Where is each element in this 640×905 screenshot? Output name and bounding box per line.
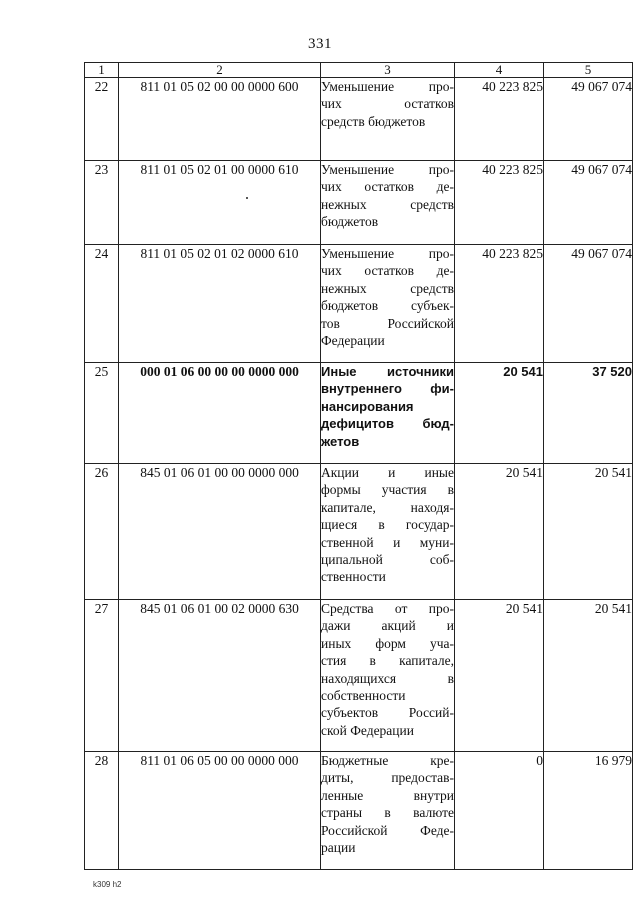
budget-table [84, 62, 633, 870]
source-name-line: диты, предостав- [321, 770, 454, 786]
source-name-line: Бюджетные кре- [321, 753, 454, 768]
page-number: 331 [308, 36, 332, 52]
source-name-line: дажи акций и [321, 618, 454, 634]
header-col-1: 1 [85, 63, 119, 78]
row-number: 24 [85, 245, 119, 363]
source-name-line: средств бюджетов [321, 113, 426, 129]
amount-col-5: 37 520 [544, 363, 633, 464]
amount-col-4: 0 [455, 752, 544, 870]
row-number: 22 [85, 78, 119, 161]
table-row [85, 464, 633, 600]
source-name-line: чих остатков [321, 96, 454, 112]
header-col-4: 4 [455, 63, 544, 78]
header-col-3: 3 [321, 63, 455, 78]
amount-col-5: 20 541 [544, 600, 633, 752]
source-name [321, 363, 455, 464]
budget-code: 845 01 06 01 00 02 0000 630 [119, 600, 321, 752]
source-name [321, 464, 455, 600]
amount-col-5: 49 067 074 [544, 78, 633, 161]
amount-col-5: 49 067 074 [544, 245, 633, 363]
source-name-line: нансирования [321, 398, 414, 414]
table-row [85, 752, 633, 870]
budget-code: 811 01 06 05 00 00 0000 000 [119, 752, 321, 870]
source-name-line: дефицитов бюд- [321, 416, 454, 432]
source-name-line: страны в валюте [321, 805, 454, 821]
source-name [321, 600, 455, 752]
header-col-5: 5 [544, 63, 633, 78]
amount-col-5: 49 067 074 [544, 161, 633, 245]
source-name-line: Иные источники [321, 364, 454, 379]
budget-code: 811 01 05 02 01 00 0000 610 [119, 161, 321, 245]
source-name-line: нежных средств [321, 280, 454, 296]
source-name-line: ственности [321, 569, 386, 585]
source-name-line: находящихся в [321, 670, 454, 686]
table-row [85, 600, 633, 752]
amount-col-4: 40 223 825 [455, 245, 544, 363]
source-name-line: Средства от про- [321, 601, 454, 616]
header-col-2: 2 [119, 63, 321, 78]
footer-mark: k309 h2 [93, 880, 122, 889]
amount-col-5: 16 979 [544, 752, 633, 870]
source-name [321, 245, 455, 363]
source-name-line: нежных средств [321, 196, 454, 212]
row-number: 23 [85, 161, 119, 245]
source-name [321, 78, 455, 161]
source-name-line: Уменьшение про- [321, 162, 454, 177]
table-row [85, 245, 633, 363]
amount-col-4: 40 223 825 [455, 161, 544, 245]
source-name-line: Федерации [321, 332, 385, 348]
source-name-line: рации [321, 839, 356, 855]
source-name-line: Акции и иные [321, 465, 454, 480]
row-number: 26 [85, 464, 119, 600]
source-name-line: Российской Феде- [321, 822, 454, 838]
table-row [85, 161, 633, 245]
table-row [85, 78, 633, 161]
source-name-line: щиеся в государ- [321, 517, 454, 533]
source-name-line: стия в капитале, [321, 653, 454, 669]
amount-col-4: 20 541 [455, 464, 544, 600]
source-name-line: собственности [321, 687, 406, 703]
source-name [321, 161, 455, 245]
source-name-line: внутреннего фи- [321, 381, 454, 397]
table-body [85, 78, 633, 870]
source-name-line: тов Российской [321, 315, 454, 331]
source-name-line: ской Федерации [321, 722, 414, 738]
amount-col-4: 20 541 [455, 600, 544, 752]
source-name-line: ленные внутри [321, 787, 454, 803]
source-name-line: чих остатков де- [321, 263, 454, 279]
source-name-line: формы участия в [321, 482, 454, 498]
source-name-line: Уменьшение про- [321, 246, 454, 261]
source-name-line: Уменьшение про- [321, 79, 454, 94]
source-name-line: бюджетов субъек- [321, 298, 454, 314]
row-number: 27 [85, 600, 119, 752]
table-row [85, 363, 633, 464]
source-name-line: капитале, находя- [321, 499, 454, 515]
row-number: 28 [85, 752, 119, 870]
source-name [321, 752, 455, 870]
amount-col-4: 20 541 [455, 363, 544, 464]
table-header-row [85, 63, 633, 78]
stray-dot-mark [246, 197, 248, 199]
source-name-line: ственной и муни- [321, 534, 454, 550]
budget-code: 811 01 05 02 00 00 0000 600 [119, 78, 321, 161]
source-name-line: ципальной соб- [321, 551, 454, 567]
amount-col-5: 20 541 [544, 464, 633, 600]
amount-col-4: 40 223 825 [455, 78, 544, 161]
source-name-line: иных форм уча- [321, 635, 454, 651]
source-name-line: чих остатков де- [321, 179, 454, 195]
source-name-line: субъектов Россий- [321, 705, 454, 721]
source-name-line: жетов [321, 433, 360, 449]
budget-code: 000 01 06 00 00 00 0000 000 [119, 363, 321, 464]
row-number: 25 [85, 363, 119, 464]
budget-code: 811 01 05 02 01 02 0000 610 [119, 245, 321, 363]
source-name-line: бюджетов [321, 214, 379, 230]
budget-code: 845 01 06 01 00 00 0000 000 [119, 464, 321, 600]
